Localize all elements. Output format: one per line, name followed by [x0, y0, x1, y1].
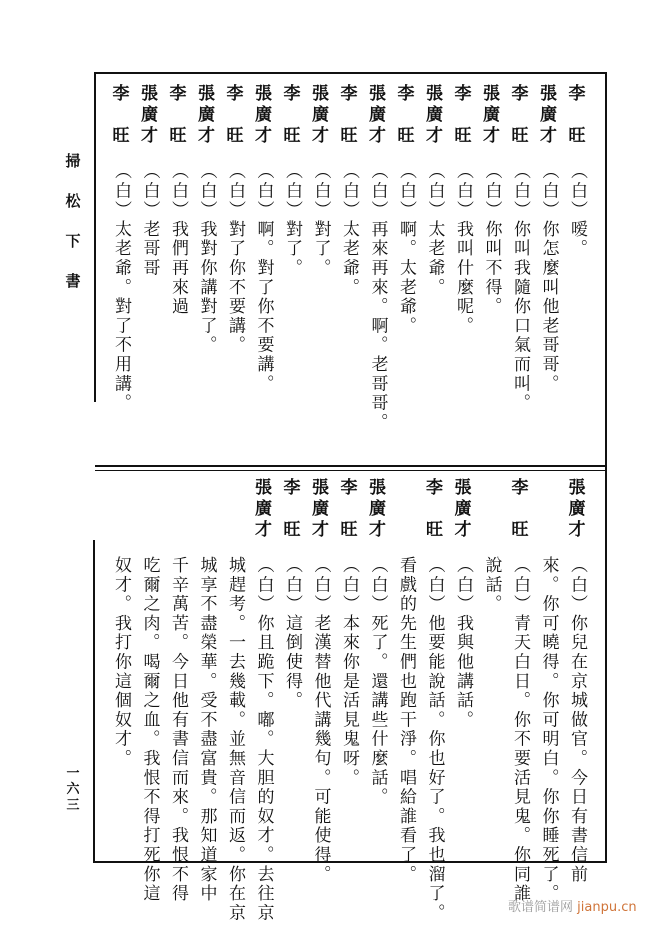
watermark [508, 896, 637, 915]
speaker-name [424, 84, 446, 146]
speaker-char: 張 [454, 478, 472, 498]
speaker-char: 才 [483, 126, 500, 146]
speaker-name [367, 478, 389, 540]
speaker-char: 旺 [169, 126, 187, 146]
speech-text: （白）青天白日。你不要活見鬼。你同誰 [510, 556, 530, 904]
speaker-char: 才 [369, 520, 386, 540]
frame-right-border [605, 72, 607, 862]
page-number-char: 三 [66, 798, 80, 813]
speaker-char: 李 [511, 478, 529, 498]
speech-text: （白）太老爺。 [424, 162, 445, 298]
speech-text: （白）太老爺。對了不用講。 [111, 162, 131, 413]
speech-text: （白）啊。對了你不要講。 [253, 162, 274, 394]
speaker-char: 張 [483, 84, 500, 104]
speaker-char: 旺 [283, 520, 301, 540]
speaker-char: 李 [511, 84, 529, 104]
speech-text: （白）再來再來。啊。老哥哥。 [367, 162, 388, 433]
speaker-char: 才 [198, 126, 215, 146]
speaker-char: 張 [568, 478, 586, 498]
speaker-char: 李 [454, 84, 472, 104]
speaker-char: 廣 [198, 105, 215, 125]
speech-text: （白）你叫我隨你口氣而叫。 [510, 162, 530, 413]
speaker-name [338, 84, 360, 146]
speaker-char: 廣 [540, 105, 557, 125]
speaker-char: 廣 [483, 105, 500, 125]
speaker-char: 廣 [255, 499, 272, 519]
speaker-name [196, 84, 218, 146]
speaker-name [509, 84, 531, 146]
speech-text: 來。你可曉得。你可明白。你你睡死了。 [538, 556, 559, 904]
speech-text: （白）我叫什麼呢。 [453, 162, 473, 336]
speaker-char: 旺 [511, 520, 529, 540]
speaker-name [424, 478, 446, 540]
speech-text: （白）你且跪下。嘟。大胆的奴才。去往京 [253, 556, 274, 923]
speaker-char: 張 [255, 84, 272, 104]
speaker-name [139, 84, 161, 146]
speaker-char: 李 [112, 84, 130, 104]
speaker-char: 李 [283, 84, 301, 104]
speaker-name [481, 84, 503, 146]
speaker-char: 廣 [312, 105, 329, 125]
speaker-char: 廣 [568, 499, 586, 519]
speaker-char: 才 [255, 126, 272, 146]
speech-text: （白）你怎麼叫他老哥哥。 [538, 162, 559, 394]
speech-text: 看戲的先生們也跑干淨。唱給誰看了。 [396, 556, 416, 885]
speaker-name [253, 478, 275, 540]
frame-divider-upper [95, 465, 607, 467]
page-number-char: 六 [66, 782, 80, 797]
speech-text: （白）太老爺。 [339, 162, 359, 298]
watermark-site: jianpu.cn [577, 900, 637, 915]
speaker-char: 旺 [340, 126, 358, 146]
speaker-char: 旺 [454, 126, 472, 146]
speaker-char: 張 [369, 478, 386, 498]
speaker-char: 旺 [426, 520, 443, 540]
speaker-char: 才 [369, 126, 386, 146]
speaker-name [566, 84, 588, 146]
speaker-char: 李 [340, 84, 358, 104]
speech-text: 吃爾之肉。喝爾之血。我恨不得打死你這 [139, 556, 160, 904]
speaker-char: 李 [226, 84, 244, 104]
speaker-char: 才 [426, 126, 443, 146]
page-number-char: 一 [66, 766, 80, 781]
speech-text: （白）對了。 [282, 162, 302, 278]
speaker-name [566, 478, 588, 540]
speaker-name [310, 84, 332, 146]
speaker-char: 旺 [397, 126, 415, 146]
speech-text: 城趕考。一去幾載。並無音信而返。你在京 [225, 556, 245, 923]
speaker-name [310, 478, 332, 540]
speech-text: （白）對了。 [310, 162, 331, 278]
speaker-char: 才 [141, 126, 158, 146]
speaker-name [167, 84, 189, 146]
frame-left-border-bottom [93, 540, 95, 862]
speaker-char: 張 [198, 84, 215, 104]
speaker-char: 旺 [226, 126, 244, 146]
speaker-name [538, 84, 560, 146]
speaker-name [367, 84, 389, 146]
speaker-char: 旺 [340, 520, 358, 540]
speaker-char: 才 [255, 520, 272, 540]
speaker-char: 李 [340, 478, 358, 498]
speech-text: （白）我們再來過 [168, 162, 188, 317]
speaker-char: 才 [454, 520, 472, 540]
speaker-char: 張 [312, 84, 329, 104]
speaker-char: 張 [540, 84, 557, 104]
speaker-char: 才 [568, 520, 586, 540]
speaker-char: 李 [568, 84, 586, 104]
watermark-cn: 歌谱简谱网 [508, 900, 574, 915]
speaker-char: 張 [255, 478, 272, 498]
speaker-char: 旺 [112, 126, 130, 146]
frame-divider-lower [95, 470, 607, 471]
speech-text: （白）這倒使得。 [282, 556, 302, 711]
speaker-char: 張 [312, 478, 329, 498]
running-title-char: 松 [65, 192, 81, 210]
speaker-name [509, 478, 531, 540]
speaker-char: 才 [312, 126, 329, 146]
speaker-name [338, 478, 360, 540]
speaker-char: 李 [426, 478, 443, 498]
speech-text: （白）死了。還講些什麼話。 [367, 556, 388, 807]
speaker-name [281, 84, 303, 146]
speaker-char: 張 [369, 84, 386, 104]
speech-text: （白）本來你是活見鬼呀。 [339, 556, 359, 788]
running-title-char: 下 [65, 232, 81, 250]
speaker-char: 旺 [511, 126, 529, 146]
speech-text: 千辛萬苦。今日他有書信而來。我恨不得 [168, 556, 188, 904]
speaker-char: 廣 [369, 499, 386, 519]
speech-text: 奴才。我打你這個奴才。 [111, 556, 131, 769]
speech-text: （白）老哥哥 [139, 162, 160, 278]
speech-text: （白）啊。太老爺。 [396, 162, 416, 336]
speech-text: （白）老漢替他代講幾句。可能使得。 [310, 556, 331, 885]
speech-text: （白）我對你講對了。 [196, 162, 217, 355]
speaker-char: 張 [141, 84, 158, 104]
speaker-char: 張 [426, 84, 443, 104]
speech-text: （白）我與他講話。 [453, 556, 473, 730]
speaker-char: 李 [397, 84, 415, 104]
speaker-name [452, 478, 474, 540]
speech-text: 城享不盡榮華。受不盡富貴。那知道家中 [196, 556, 217, 904]
speaker-char: 廣 [369, 105, 386, 125]
running-title-char: 書 [65, 272, 81, 290]
speech-text: （白）你兒在京城做官。今日有書信前 [567, 556, 587, 885]
speaker-name [452, 84, 474, 146]
speaker-char: 李 [283, 478, 301, 498]
speaker-char: 廣 [426, 105, 443, 125]
speech-text: （白）他要能說話。你也好了。我也溜了。 [424, 556, 445, 923]
speaker-char: 廣 [255, 105, 272, 125]
speaker-char: 廣 [312, 499, 329, 519]
speaker-char: 李 [169, 84, 187, 104]
speech-text: 說話。 [481, 556, 502, 614]
frame-left-border-top [94, 72, 96, 402]
speaker-name [281, 478, 303, 540]
speaker-char: 才 [312, 520, 329, 540]
running-title-char: 掃 [65, 152, 81, 170]
speech-text: （白）嗳。 [567, 162, 587, 259]
speaker-char: 旺 [283, 126, 301, 146]
speaker-char: 廣 [454, 499, 472, 519]
speaker-char: 旺 [568, 126, 586, 146]
speech-text: （白）對了你不要講。 [225, 162, 245, 355]
speaker-char: 才 [540, 126, 557, 146]
speaker-name [395, 84, 417, 146]
speaker-name [253, 84, 275, 146]
speaker-name [224, 84, 246, 146]
frame-top-border [95, 72, 607, 74]
speaker-name [110, 84, 132, 146]
speaker-char: 廣 [141, 105, 158, 125]
speech-text: （白）你叫不得。 [481, 162, 502, 317]
